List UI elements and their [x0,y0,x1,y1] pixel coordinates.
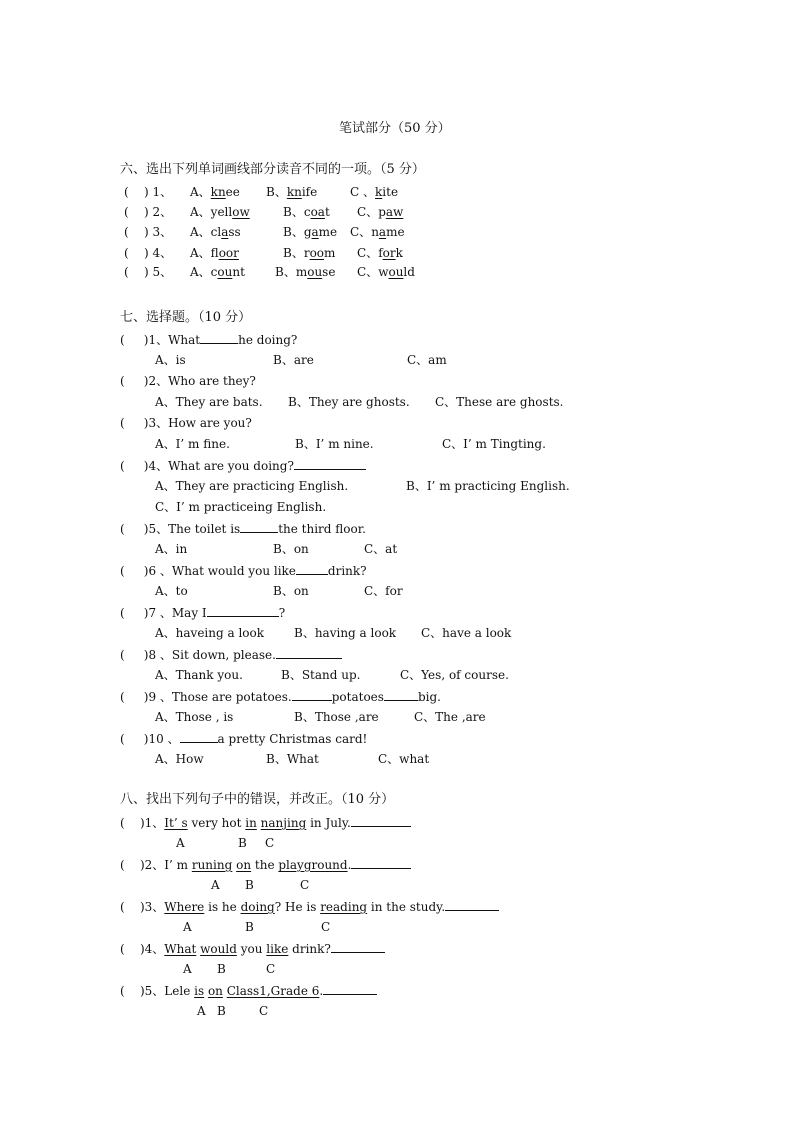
letter-c: C [265,836,275,850]
option-c: C、have a look [421,626,512,640]
letter-a: A [176,836,185,850]
letter-b: B [217,1004,226,1018]
option-b: B、knife [266,185,318,199]
option-b: B、Stand up. [281,668,361,682]
correction-blank[interactable] [351,856,411,869]
option-a: A、in [155,542,188,556]
page-title: 笔试部分（50 分） [339,121,451,136]
letter-b: B [217,962,226,976]
answer-blank[interactable] [207,604,279,617]
option-c: C、would [357,265,415,279]
item-number: ( ) 3、 [124,225,173,239]
option-b: B、game [283,225,338,239]
option-a: A、yellow [190,205,250,219]
letter-a: A [211,878,220,892]
correction-blank[interactable] [323,982,377,995]
letter-c: C [266,962,276,976]
sentence-8-4: ( )4、What would you like drink? [120,940,385,957]
option-c: C、what [378,752,430,766]
correction-blank[interactable] [351,814,411,827]
question-7-4: ( )4、What are you doing? [120,457,366,474]
option-a: A、They are practicing English. [155,479,349,493]
question-7-6: ( )6 、What would you like drink? [120,564,367,578]
option-b: B、What [266,752,319,766]
sentence-8-3: ( )3、Where is he doing? He is reading in the study. [120,898,499,915]
item-number: ( ) 1、 [124,185,173,199]
letter-c: C [259,1004,269,1018]
correction-blank[interactable] [331,940,385,953]
letter-b: B [238,836,247,850]
item-number: ( ) 4、 [124,246,173,260]
item-number: ( ) 5、 [124,265,173,279]
answer-blank[interactable] [294,457,366,470]
question-7-5: ( )5、The toilet is the third floor. [120,522,366,536]
option-b: B、They are ghosts. [288,395,410,409]
option-b: B、are [273,353,314,367]
option-c: C、I’ m practiceing English. [155,500,327,514]
option-b: B、coat [283,205,330,219]
section6-heading: 六、选出下列单词画线部分读音不同的一项。（5 分） [120,162,425,177]
option-a: A、Those , is [155,710,234,724]
question-7-2: ( )2、Who are they? [120,374,256,388]
option-c: C、Yes, of course. [400,668,509,682]
option-c: C、for [364,584,403,598]
option-a: A、to [155,584,188,598]
option-a: A、They are bats. [155,395,263,409]
option-b: B、on [273,584,309,598]
option-a: A、class [190,225,241,239]
option-b: B、I’ m practicing English. [406,479,570,493]
letter-c: C [321,920,331,934]
option-a: A、Thank you. [155,668,243,682]
question-7-9: ( )9 、Those are potatoes. potatoes big. [120,690,441,704]
section8-heading: 八、找出下列句子中的错误，并改正。（10 分） [120,792,395,807]
option-b: B、having a look [294,626,397,640]
option-c: C、paw [357,205,404,219]
question-7-10: ( )10 、 a pretty Christmas card! [120,732,368,746]
option-c: C、am [407,353,447,367]
answer-blank[interactable] [200,331,238,344]
option-c: C、name [350,225,405,239]
answer-blank[interactable] [180,730,218,743]
option-a: A、count [190,265,245,279]
answer-blank[interactable] [384,688,418,701]
sentence-8-5: ( )5、Lele is on Class1,Grade 6. [120,982,377,999]
question-7-3: ( )3、How are you? [120,416,252,430]
question-7-8: ( )8 、Sit down, please. [120,646,342,663]
item-number: ( ) 2、 [124,205,173,219]
question-7-7: ( )7 、May I ? [120,606,286,620]
letter-a: A [197,1004,206,1018]
answer-blank[interactable] [276,646,342,659]
option-c: C、These are ghosts. [435,395,564,409]
letter-a: A [183,920,192,934]
option-b: B、mouse [275,265,336,279]
correction-blank[interactable] [445,898,499,911]
section7-heading: 七、选择题。（10 分） [120,310,252,325]
question-7-1: ( )1、What he doing? [120,333,298,347]
letter-c: C [300,878,310,892]
option-b: B、room [283,246,336,260]
option-a: A、haveing a look [155,626,265,640]
letter-b: B [245,878,254,892]
sentence-8-1: ( )1、It’ s very hot in nanjing in July. [120,814,411,831]
option-c: C 、kite [350,185,399,199]
letter-b: B [245,920,254,934]
option-c: C、I’ m Tingting. [442,437,546,451]
option-a: A、How [155,752,204,766]
sentence-8-2: ( )2、I’ m runing on the playground. [120,856,411,873]
option-c: C、at [364,542,398,556]
option-b: B、on [273,542,309,556]
answer-blank[interactable] [296,562,328,575]
letter-a: A [183,962,192,976]
option-c: C、The ,are [414,710,486,724]
option-c: C、fork [357,246,403,260]
answer-blank[interactable] [292,688,332,701]
option-a: A、knee [190,185,240,199]
option-b: B、I’ m nine. [295,437,374,451]
option-a: A、is [155,353,186,367]
option-a: A、I’ m fine. [155,437,230,451]
option-a: A、floor [190,246,239,260]
answer-blank[interactable] [240,520,278,533]
option-b: B、Those ,are [294,710,379,724]
